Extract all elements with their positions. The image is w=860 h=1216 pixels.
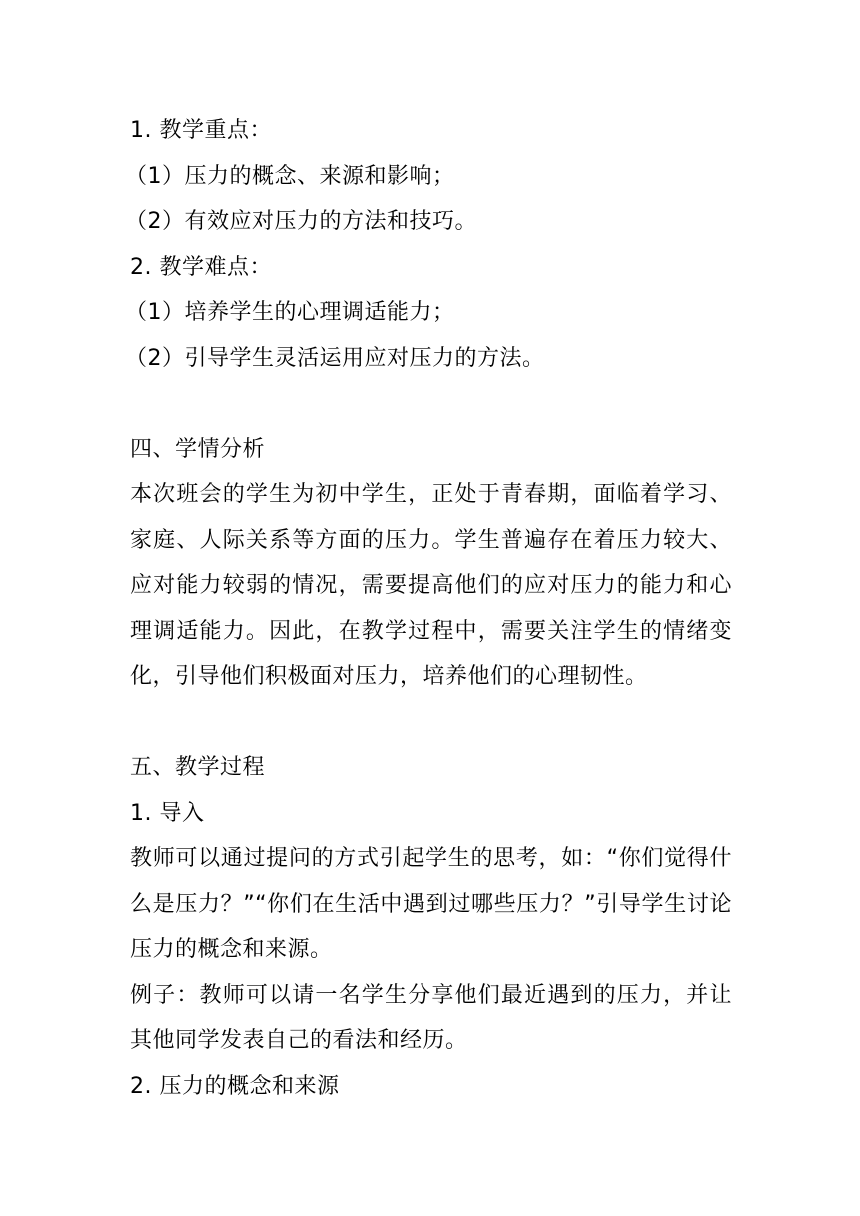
key-point-item-2: （2）有效应对压力的方法和技巧。: [125, 209, 477, 234]
difficulties-heading: 2. 教学难点：: [130, 254, 272, 280]
step1-example: 例子：教师可以请一名学生分享他们最近遇到的压力，并让其他同学发表自己的看法和经历。: [130, 982, 732, 1053]
step1-heading: 1. 导入: [130, 800, 205, 826]
key-points-heading: 1. 教学重点：: [130, 118, 272, 143]
process-heading: 五、教学过程: [130, 755, 266, 780]
step1-paragraph: 教师可以通过提问的方式引起学生的思考，如：“你们觉得什么是压力？”“你们在生活中遇到过哪些压力？”引导学生讨论压力的概念和来源。: [130, 846, 732, 962]
analysis-paragraph: 本次班会的学生为初中学生，正处于青春期，面临着学习、家庭、人际关系等方面的压力。学生普遍存在着压力较大、应对能力较弱的情况，需要提高他们的应对压力的能力和心理调适能力。因此，在教学过程中，需要关注学生的情绪变化，引导他们积极面对压力，培养他们的心理韧性。: [130, 482, 732, 689]
analysis-heading: 四、学情分析: [130, 436, 266, 462]
document-body: [125, 108, 732, 1109]
step2-heading: 2. 压力的概念和来源: [130, 1073, 340, 1099]
blank-line: [130, 381, 732, 427]
difficulty-item-2: （2）引导学生灵活运用应对压力的方法。: [125, 345, 545, 371]
blank-line: [130, 700, 732, 746]
difficulty-item-1: （1）培养学生的心理调适能力；: [125, 300, 455, 325]
key-point-item-1: （1）压力的概念、来源和影响；: [125, 163, 455, 189]
